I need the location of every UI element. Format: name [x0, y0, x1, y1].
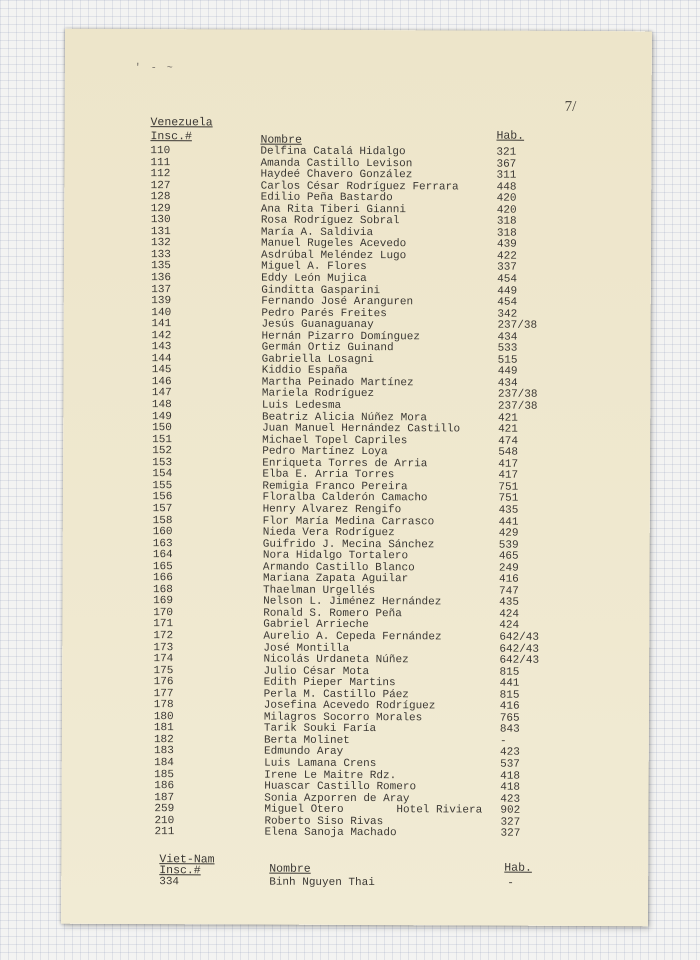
column-header-insc: Insc.#: [150, 130, 192, 144]
insc-number: 158: [152, 514, 173, 527]
insc-number: 148: [151, 399, 172, 412]
insc-number: 211: [154, 826, 175, 839]
insc-number: 132: [150, 237, 171, 250]
insc-number: 143: [151, 341, 172, 354]
insc-number: 129: [150, 202, 171, 215]
room-number: 424: [499, 620, 520, 633]
room-number: 533: [497, 342, 518, 355]
person-name: Nelson L. Jiménez Hernández: [263, 595, 442, 609]
person-name: Armando Castillo Blanco: [262, 561, 415, 574]
column-header-insc-vietnam: Insc.#: [159, 864, 201, 878]
room-number: 765: [499, 712, 520, 725]
corner-mark: ' - ~: [134, 63, 175, 75]
person-name: Luis Ledesma: [261, 399, 342, 412]
person-name: Enriqueta Torres de Arria: [262, 457, 428, 471]
room-number: 423: [500, 793, 521, 806]
room-number: 435: [498, 504, 519, 517]
insc-number: 157: [152, 503, 173, 516]
insc-number: 174: [153, 653, 174, 666]
room-number: 537: [500, 758, 520, 771]
room-number: 642/43: [499, 654, 540, 667]
person-name: Carlos César Rodríguez Ferrara: [260, 180, 459, 194]
person-name: Nieda Vera Rodríguez: [262, 526, 395, 540]
person-name: Edilio Peña Bastardo: [260, 191, 393, 205]
room-number: 454: [497, 296, 518, 309]
insc-number: 155: [152, 479, 173, 493]
insc-number: 110: [150, 145, 171, 158]
insc-number: 169: [153, 595, 173, 608]
room-number: 751: [498, 493, 519, 506]
person-name: Amanda Castillo Levison: [260, 157, 413, 170]
room-number: 449: [497, 366, 518, 379]
room-number: 418: [500, 770, 521, 783]
insc-number: 146: [151, 376, 172, 389]
insc-number: 180: [153, 710, 174, 724]
insc-number: 175: [153, 664, 174, 677]
section-country-venezuela: Venezuela: [150, 116, 213, 130]
insc-number: 163: [152, 537, 173, 550]
person-name: Binh Nguyen Thai: [269, 876, 375, 890]
room-number: 474: [498, 435, 518, 448]
insc-number: 164: [152, 549, 173, 562]
room-number: 416: [499, 700, 520, 713]
insc-number: 151: [152, 433, 173, 446]
person-name: Germán Ortiz Guinand: [261, 341, 394, 355]
person-name: Edmundo Aray: [264, 746, 344, 759]
room-number: 321: [496, 146, 517, 159]
room-number: -: [507, 877, 514, 890]
person-name: Ana Rita Tiberi Gianni: [260, 203, 407, 216]
column-header-hab-vietnam: Hab.: [504, 861, 532, 875]
person-name: Remigia Franco Pereira: [262, 480, 408, 494]
insc-number: 142: [151, 329, 172, 342]
insc-number: 259: [154, 803, 175, 816]
insc-number: 149: [151, 410, 172, 423]
insc-number: 187: [154, 791, 175, 804]
room-number: 420: [496, 204, 517, 217]
insc-number: 176: [153, 676, 174, 689]
room-number: 417: [498, 458, 519, 471]
person-name: Miguel A. Flores: [261, 261, 367, 274]
room-number: 539: [498, 539, 519, 552]
room-number: 424: [499, 608, 520, 621]
room-number: 515: [497, 354, 518, 367]
person-name: Mariana Zapata Aguilar: [262, 572, 409, 586]
room-number: 642/43: [499, 643, 540, 656]
room-number: 439: [496, 238, 517, 252]
insc-number: 144: [151, 352, 172, 366]
room-number: 902: [500, 804, 521, 817]
insc-number: 130: [150, 214, 171, 227]
room-number: 342: [497, 308, 518, 321]
insc-number: 184: [154, 757, 174, 770]
insc-number: 334: [159, 876, 180, 889]
insc-number: 136: [151, 272, 172, 285]
insc-number: 183: [154, 745, 174, 758]
insc-number: 139: [151, 295, 172, 308]
insc-number: 111: [150, 156, 171, 169]
person-name: Beatriz Alicia Núñez Mora: [261, 411, 428, 424]
room-number: 441: [499, 677, 520, 690]
insc-number: 152: [152, 445, 173, 458]
person-name: Rosa Rodríguez Sobral: [260, 214, 400, 228]
person-name: Tarik Souki Faría: [263, 722, 377, 736]
column-header-hab: Hab.: [496, 129, 525, 143]
person-name: Juan Manuel Hernández Castillo: [262, 422, 461, 436]
insc-number: 210: [154, 814, 175, 827]
insc-number: 153: [152, 456, 173, 469]
insc-number: 135: [151, 260, 171, 273]
column-header-nombre: Nombre: [260, 133, 302, 147]
person-name: Henry Alvarez Rengifo: [262, 503, 402, 517]
person-name: Manuel Rugeles Acevedo: [260, 237, 407, 251]
insc-number: 182: [153, 734, 174, 747]
room-number: 449: [497, 285, 518, 298]
insc-number: 181: [153, 722, 174, 735]
room-number: 448: [496, 181, 517, 194]
insc-number: 173: [153, 641, 174, 654]
room-number: 434: [497, 331, 518, 344]
person-name: Gabriel Arrieche: [263, 619, 369, 632]
room-number: 249: [498, 562, 519, 575]
person-name: Mariela Rodríguez: [261, 388, 375, 401]
room-number: 434: [497, 377, 518, 390]
person-name: Pedro Martínez Loya: [262, 445, 388, 459]
person-name: Edith Pieper Martins: [263, 676, 396, 690]
list-item: [68, 827, 648, 841]
room-number: 423: [500, 747, 520, 760]
room-number: 237/38: [497, 400, 538, 413]
insc-number: 170: [153, 606, 174, 620]
insc-number: 185: [154, 768, 175, 781]
person-name: Miguel Otero Hotel Riviera: [264, 803, 483, 817]
insc-number: 137: [151, 283, 172, 296]
column-header-nombre-vietnam: Nombre: [269, 862, 311, 876]
room-number: 435: [499, 596, 519, 610]
person-name: Julio César Mota: [263, 665, 370, 678]
insc-number: 131: [150, 225, 171, 239]
room-number: 548: [498, 446, 519, 459]
person-name: José Montilla: [263, 642, 350, 655]
room-number: 441: [498, 516, 519, 529]
person-name: Luis Lamana Crens: [264, 757, 377, 771]
room-number: 421: [498, 423, 518, 436]
room-number: 416: [498, 573, 519, 586]
list-item: [61, 876, 648, 890]
insc-number: 160: [152, 526, 173, 539]
room-number: 417: [498, 469, 519, 483]
insc-number: 112: [150, 168, 171, 181]
insc-number: 127: [150, 179, 171, 192]
person-name: Ginditta Gasparini: [261, 284, 381, 297]
room-number: 367: [496, 158, 517, 171]
person-name: Irene Le Maitre Rdz.: [264, 769, 397, 782]
person-name: Milagros Socorro Morales: [263, 711, 423, 725]
person-name: Asdrúbal Meléndez Lugo: [261, 249, 407, 263]
person-name: Aurelio A. Cepeda Fernández: [263, 630, 442, 644]
insc-number: 145: [151, 364, 172, 377]
room-number: 429: [498, 527, 519, 540]
insc-number: 133: [151, 249, 171, 262]
person-name: Gabriella Losagni: [261, 353, 374, 366]
room-number: 318: [496, 227, 517, 240]
person-name: Hernán Pizarro Domínguez: [261, 330, 420, 344]
person-name: Floralba Calderón Camacho: [262, 491, 428, 505]
insc-number: 178: [153, 699, 174, 712]
insc-number: 171: [153, 618, 174, 631]
person-name: Josefina Acevedo Rodríguez: [263, 699, 436, 713]
room-number: 237/38: [497, 319, 538, 332]
insc-number: 186: [154, 780, 175, 793]
room-number: 815: [499, 666, 520, 679]
room-number: 454: [497, 273, 518, 286]
room-number: 337: [497, 262, 517, 275]
person-name: María A. Saldivia: [260, 226, 374, 239]
person-name: Jesús Guanaguanay: [261, 318, 374, 332]
person-name: Thaelman Urgellés: [263, 584, 376, 597]
person-name: Perla M. Castillo Páez: [263, 688, 409, 701]
person-name: Pedro Parés Freites: [261, 307, 387, 320]
person-name: Roberto Siso Rivas: [264, 815, 384, 828]
person-name: Fernando José Aranguren: [261, 295, 414, 309]
insc-number: 166: [152, 572, 173, 585]
person-name: Berta Molinet: [263, 734, 350, 747]
person-name: Michael Topel Capriles: [262, 434, 408, 447]
room-number: 327: [500, 827, 521, 840]
insc-number: 154: [152, 468, 173, 481]
person-name: Eddy León Mujica: [261, 272, 367, 286]
room-number: 418: [500, 781, 521, 794]
room-number: 311: [496, 169, 517, 182]
person-name: Huascar Castillo Romero: [264, 780, 417, 794]
room-number: 747: [499, 585, 519, 598]
room-number: 843: [499, 723, 520, 737]
insc-number: 168: [153, 583, 173, 596]
section-country-vietnam: Viet-Nam: [159, 853, 215, 867]
person-name: Sonia Azporren de Aray: [264, 792, 410, 805]
person-name: Martha Peinado Martínez: [261, 376, 414, 390]
insc-number: 177: [153, 687, 174, 700]
room-number: -: [499, 735, 507, 748]
room-number: 751: [498, 481, 519, 494]
insc-number: 140: [151, 306, 172, 319]
room-number: 422: [497, 250, 517, 263]
room-number: 327: [500, 816, 521, 829]
room-number: 815: [499, 689, 520, 702]
person-name: Flor María Medina Carrasco: [262, 515, 435, 528]
person-name: Delfina Catalá Hidalgo: [260, 145, 406, 159]
person-name: Guifrido J. Mecina Sánchez: [262, 538, 435, 551]
room-number: 420: [496, 192, 517, 205]
room-number: 642/43: [499, 631, 539, 644]
person-name: Elena Sanoja Machado: [264, 826, 397, 840]
insc-number: 165: [152, 560, 173, 573]
room-number: 318: [496, 215, 517, 228]
person-name: Ronald S. Romero Peña: [263, 607, 402, 621]
page-number: 7/: [564, 98, 577, 115]
person-name: Kiddio España: [261, 364, 348, 378]
person-name: Nora Hidalgo Tortalero: [262, 549, 409, 563]
room-number: 465: [498, 550, 519, 563]
insc-number: 128: [150, 191, 171, 204]
insc-number: 172: [153, 630, 174, 643]
insc-number: 141: [151, 318, 172, 331]
document-page: [61, 29, 652, 927]
insc-number: 156: [152, 491, 173, 504]
room-number: 237/38: [497, 389, 538, 402]
person-name: Elba E. Arria Torres: [262, 468, 395, 482]
person-name: Haydeé Chavero González: [260, 168, 413, 182]
insc-number: 147: [151, 387, 172, 400]
insc-number: 150: [152, 422, 172, 435]
person-name: Nicolás Urdaneta Núñez: [263, 653, 409, 667]
room-number: 421: [497, 412, 518, 425]
venezuela-list: [61, 146, 651, 841]
